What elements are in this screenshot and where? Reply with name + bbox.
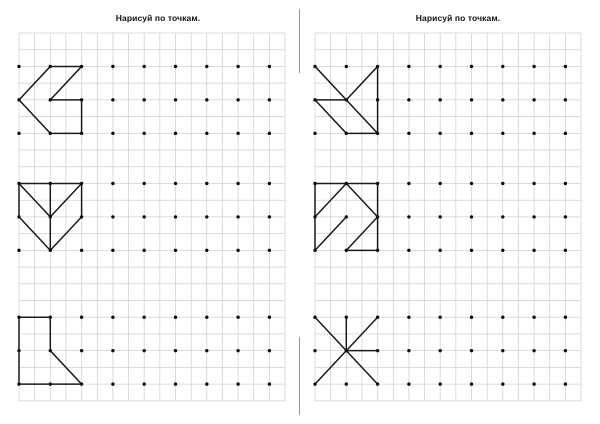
grid-dot xyxy=(80,132,83,135)
grid-dot xyxy=(532,132,535,135)
grid-dot xyxy=(80,249,83,252)
grid-dot xyxy=(470,98,473,101)
grid-dot xyxy=(17,316,20,319)
grid-dot xyxy=(376,132,379,135)
grid-dot xyxy=(236,182,239,185)
grid-dot xyxy=(345,349,348,352)
grid-dot xyxy=(111,215,114,218)
grid-dot xyxy=(174,316,177,319)
grid-dot xyxy=(501,382,504,385)
grid-dot xyxy=(407,349,410,352)
grid-dot xyxy=(205,249,208,252)
grid-dot xyxy=(174,382,177,385)
grid-dot xyxy=(532,349,535,352)
grid-dot xyxy=(407,382,410,385)
grid-dot xyxy=(470,382,473,385)
grid-dot xyxy=(49,98,52,101)
grid-dot xyxy=(345,182,348,185)
grid-dot xyxy=(17,182,20,185)
grid-dot xyxy=(143,98,146,101)
grid-dot xyxy=(143,65,146,68)
grid-dot xyxy=(49,132,52,135)
grid-dot xyxy=(501,316,504,319)
grid-dot xyxy=(205,132,208,135)
grid-dot xyxy=(174,65,177,68)
dot-grid-right xyxy=(300,0,600,424)
grid-dot xyxy=(376,98,379,101)
grid-dot xyxy=(111,382,114,385)
grid-dot xyxy=(111,132,114,135)
grid-dot xyxy=(17,215,20,218)
grid-dot xyxy=(407,316,410,319)
grid-dot xyxy=(268,132,271,135)
grid-dot xyxy=(376,382,379,385)
grid-dot xyxy=(49,349,52,352)
grid-dot xyxy=(17,98,20,101)
grid-dot xyxy=(49,382,52,385)
grid-dot xyxy=(143,316,146,319)
grid-dot xyxy=(470,182,473,185)
grid-dot xyxy=(268,349,271,352)
grid-dot xyxy=(80,215,83,218)
grid-dot xyxy=(376,215,379,218)
grid-dot xyxy=(205,316,208,319)
grid-dot xyxy=(313,65,316,68)
grid-dot xyxy=(439,98,442,101)
grid-dot xyxy=(532,182,535,185)
grid-dot xyxy=(313,249,316,252)
grid-dot xyxy=(236,382,239,385)
grid-dot xyxy=(111,98,114,101)
grid-dot xyxy=(143,182,146,185)
grid-dot xyxy=(268,316,271,319)
grid-dot xyxy=(268,382,271,385)
grid-dot xyxy=(49,215,52,218)
grid-dot xyxy=(376,316,379,319)
grid-dot xyxy=(501,132,504,135)
page-title: Нарисуй по точкам. xyxy=(115,13,201,23)
grid-dot xyxy=(470,316,473,319)
grid-dot xyxy=(407,215,410,218)
grid-dot xyxy=(439,316,442,319)
grid-dot xyxy=(236,349,239,352)
grid-dot xyxy=(313,382,316,385)
grid-dot xyxy=(205,349,208,352)
grid-dot xyxy=(345,382,348,385)
grid-dot xyxy=(236,132,239,135)
grid-dot xyxy=(313,215,316,218)
grid-dot xyxy=(236,316,239,319)
grid-dot xyxy=(532,65,535,68)
grid-dot xyxy=(376,249,379,252)
grid-dot xyxy=(313,182,316,185)
grid-dot xyxy=(501,182,504,185)
grid-dot xyxy=(80,65,83,68)
grid-dot xyxy=(501,98,504,101)
grid-dot xyxy=(313,98,316,101)
grid-dot xyxy=(564,249,567,252)
page-title: Нарисуй по точкам. xyxy=(415,13,501,23)
grid-dot xyxy=(345,98,348,101)
grid-dot xyxy=(143,349,146,352)
grid-dot xyxy=(407,98,410,101)
grid-dot xyxy=(345,316,348,319)
grid-dot xyxy=(564,65,567,68)
grid-dot xyxy=(49,182,52,185)
grid-dot xyxy=(111,249,114,252)
grid-dot xyxy=(564,215,567,218)
grid-dot xyxy=(439,182,442,185)
grid-dot xyxy=(111,349,114,352)
grid-dot xyxy=(532,382,535,385)
grid-dot xyxy=(80,382,83,385)
grid-dot xyxy=(470,215,473,218)
grid-dot xyxy=(174,132,177,135)
grid-dot xyxy=(205,182,208,185)
grid-dot xyxy=(345,132,348,135)
grid-dot xyxy=(174,98,177,101)
grid-dot xyxy=(80,182,83,185)
grid-dot xyxy=(532,98,535,101)
grid-dot xyxy=(439,249,442,252)
grid-dot xyxy=(407,249,410,252)
grid-dot xyxy=(236,65,239,68)
grid-dot xyxy=(17,249,20,252)
grid-dot xyxy=(268,215,271,218)
grid-dot xyxy=(564,132,567,135)
grid-dot xyxy=(49,65,52,68)
grid-dot xyxy=(501,349,504,352)
grid-dot xyxy=(439,382,442,385)
worksheet-page-right xyxy=(300,0,600,424)
grid-dot xyxy=(80,349,83,352)
grid-dot xyxy=(174,215,177,218)
page-divider-bottom xyxy=(299,337,300,415)
grid-dot xyxy=(501,65,504,68)
grid-dot xyxy=(17,65,20,68)
grid-dot xyxy=(49,249,52,252)
grid-dot xyxy=(205,98,208,101)
grid-dot xyxy=(470,349,473,352)
grid-dot xyxy=(439,215,442,218)
grid-dot xyxy=(376,182,379,185)
grid-dot xyxy=(174,349,177,352)
grid-dot xyxy=(564,98,567,101)
grid-dot xyxy=(439,132,442,135)
grid-dot xyxy=(17,349,20,352)
grid-dot xyxy=(143,249,146,252)
grid-dot xyxy=(143,382,146,385)
grid-dot xyxy=(268,249,271,252)
grid-dot xyxy=(236,215,239,218)
grid-dot xyxy=(501,249,504,252)
grid-dot xyxy=(268,98,271,101)
grid-dot xyxy=(205,215,208,218)
grid-dot xyxy=(143,215,146,218)
grid-dot xyxy=(143,132,146,135)
grid-dot xyxy=(345,65,348,68)
grid-dot xyxy=(205,65,208,68)
grid-dot xyxy=(236,249,239,252)
page-divider-top xyxy=(299,9,300,73)
grid-dot xyxy=(111,65,114,68)
grid-dot xyxy=(439,349,442,352)
grid-dot xyxy=(376,349,379,352)
grid-dot xyxy=(17,382,20,385)
grid-dot xyxy=(470,65,473,68)
grid-dot xyxy=(532,249,535,252)
grid-dot xyxy=(111,182,114,185)
grid-dot xyxy=(407,182,410,185)
grid-dot xyxy=(313,132,316,135)
grid-dot xyxy=(205,382,208,385)
grid-dot xyxy=(174,249,177,252)
grid-dot xyxy=(345,215,348,218)
grid-dot xyxy=(236,98,239,101)
grid-dot xyxy=(376,65,379,68)
grid-dot xyxy=(532,316,535,319)
grid-dot xyxy=(564,316,567,319)
grid-dot xyxy=(439,65,442,68)
grid-dot xyxy=(268,65,271,68)
grid-dot xyxy=(564,182,567,185)
grid-dot xyxy=(564,349,567,352)
grid-dot xyxy=(532,215,535,218)
grid-dot xyxy=(501,215,504,218)
grid-dot xyxy=(470,132,473,135)
grid-dot xyxy=(268,182,271,185)
grid-dot xyxy=(80,98,83,101)
grid-dot xyxy=(49,316,52,319)
grid-dot xyxy=(111,316,114,319)
grid-dot xyxy=(407,65,410,68)
grid-dot xyxy=(174,182,177,185)
grid-dot xyxy=(313,349,316,352)
grid-dot xyxy=(470,249,473,252)
grid-dot xyxy=(345,249,348,252)
grid-dot xyxy=(407,132,410,135)
grid-dot xyxy=(80,316,83,319)
grid-dot xyxy=(17,132,20,135)
grid-dot xyxy=(564,382,567,385)
grid-dot xyxy=(313,316,316,319)
